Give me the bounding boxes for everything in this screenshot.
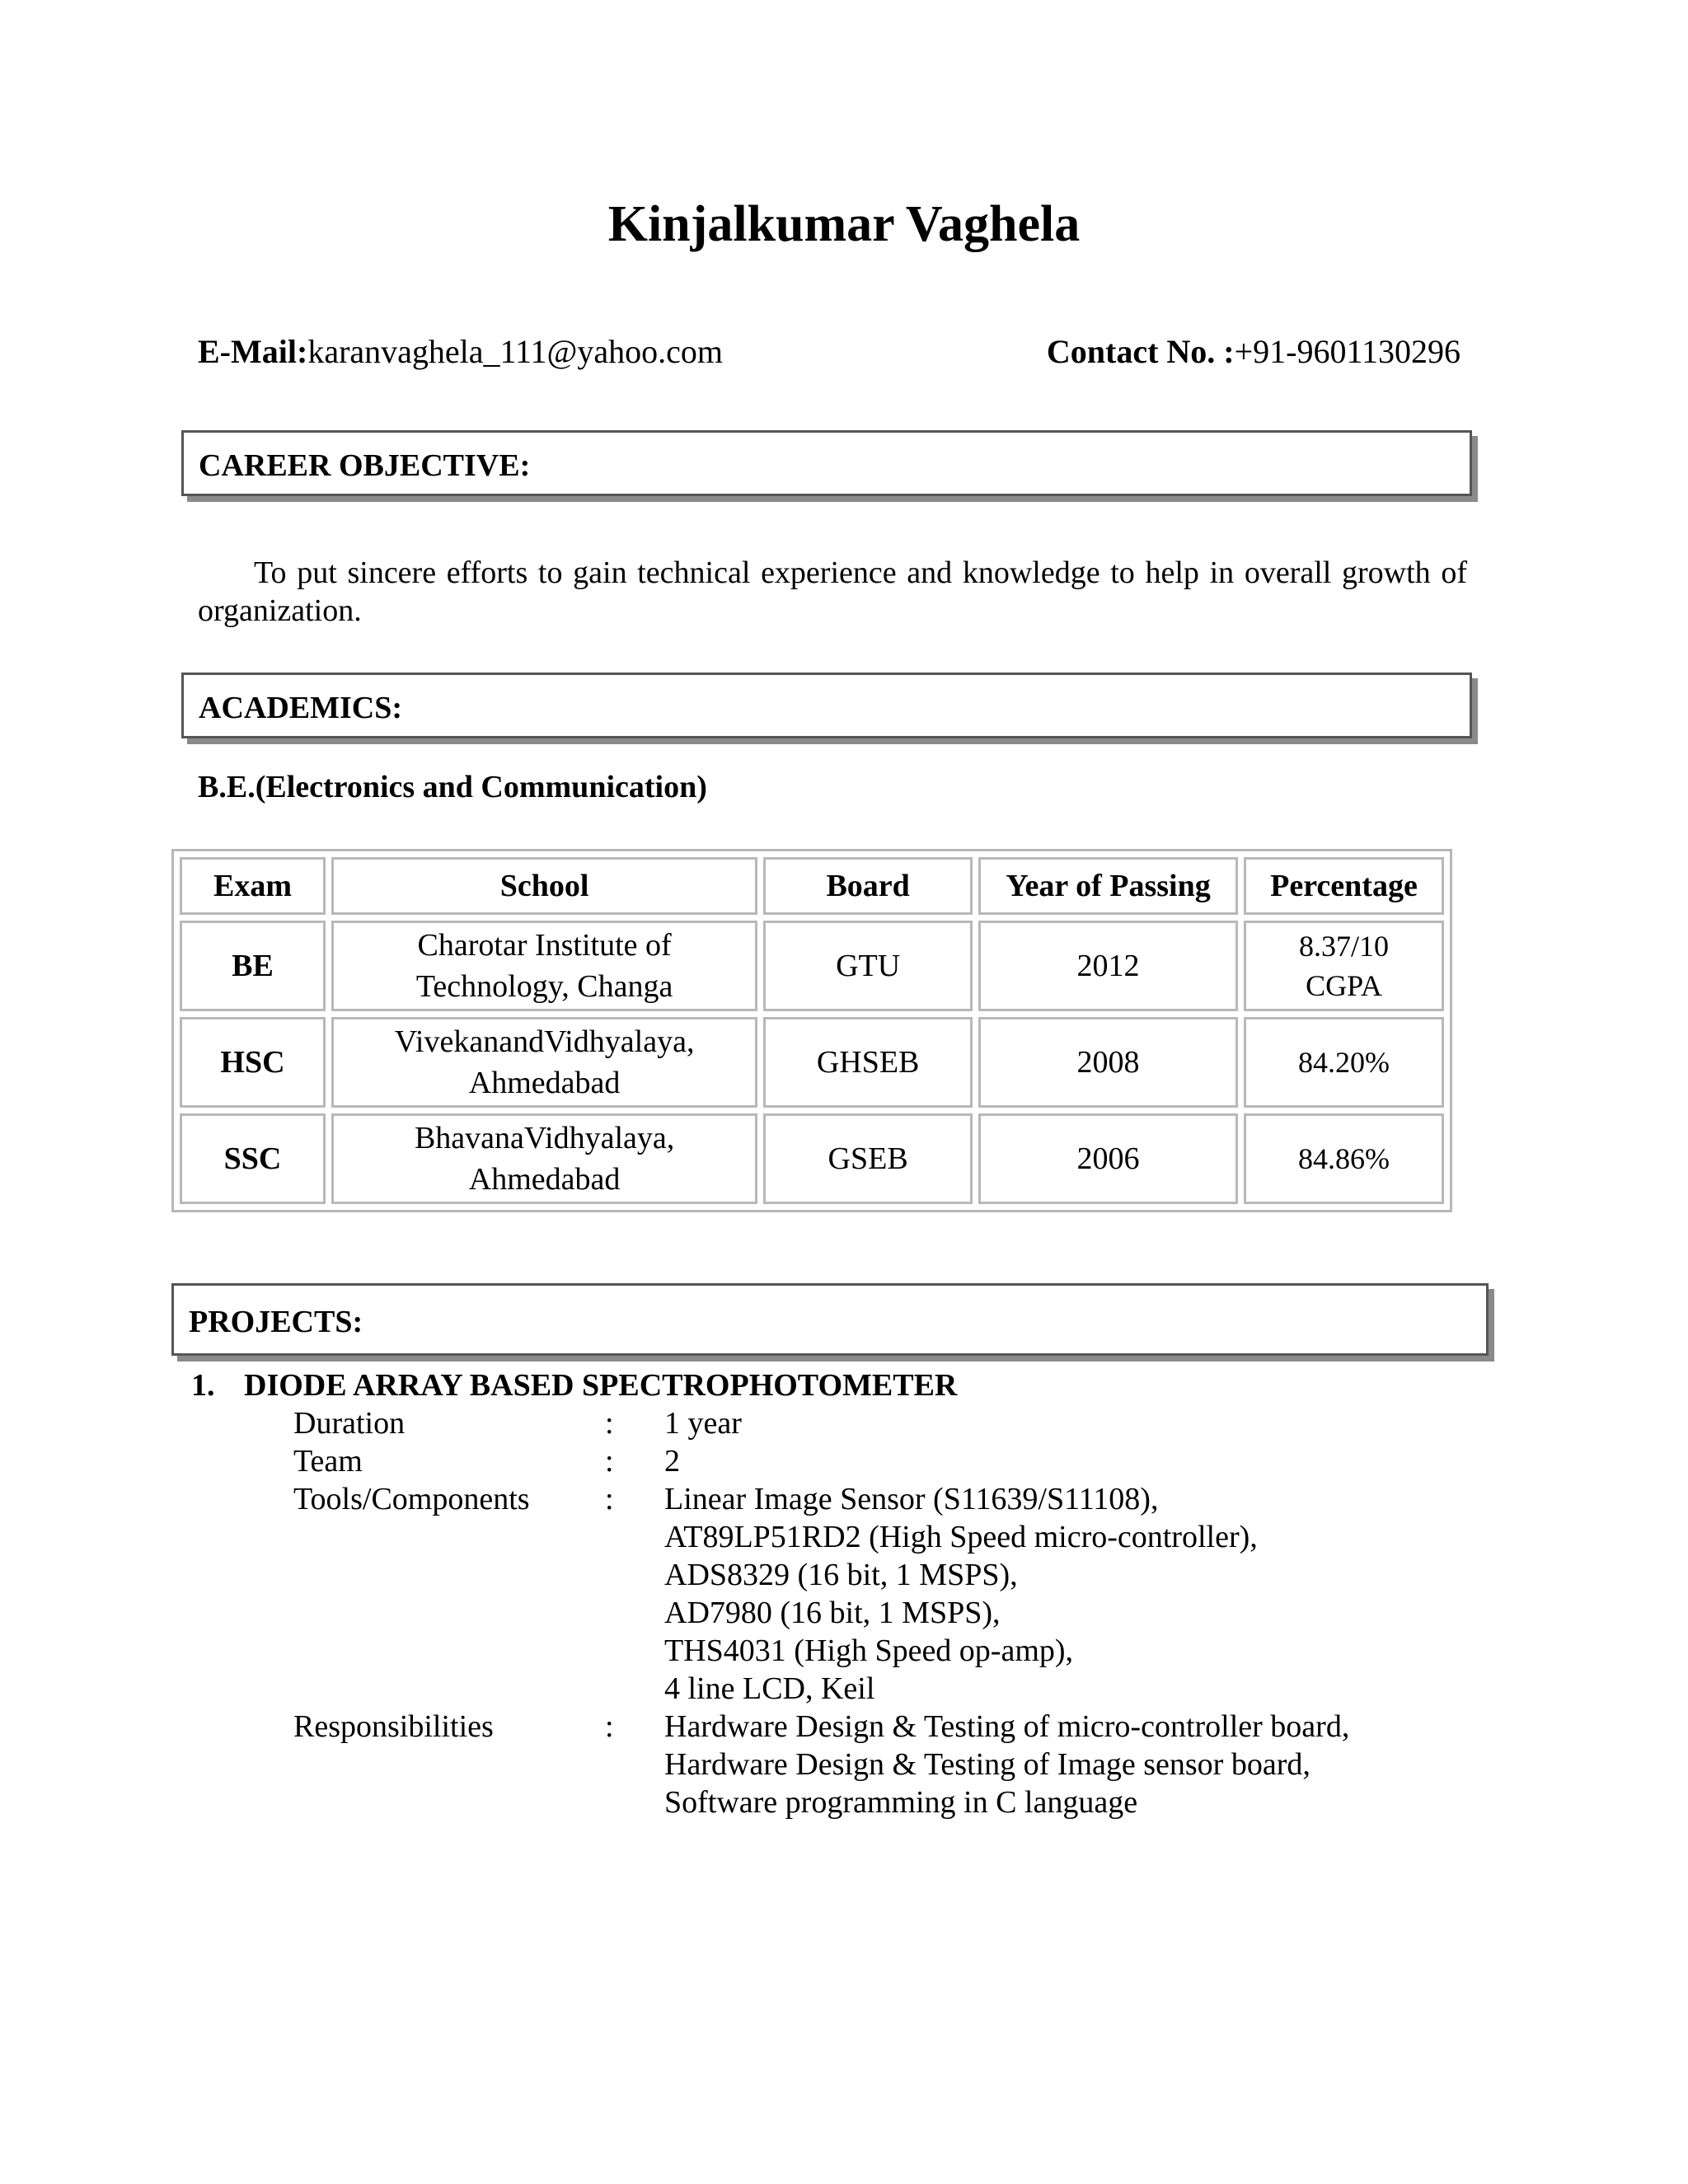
cell-board: GTU <box>763 921 973 1011</box>
column-header-percentage: Percentage <box>1244 857 1444 915</box>
percentage-line-1: 8.37/10 <box>1298 930 1389 963</box>
school-line-1: Charotar Institute of <box>417 928 672 963</box>
cell-board: GHSEB <box>763 1017 973 1108</box>
email-line <box>198 331 723 373</box>
contact-value: +91-9601130296 <box>1234 333 1461 370</box>
school-line-2: Technology, Changa <box>415 969 673 1004</box>
column-header-school: School <box>331 857 757 915</box>
project-number: 1. <box>191 1368 215 1403</box>
contact-label: Contact No. : <box>1046 333 1235 370</box>
projects-heading-box <box>171 1283 1489 1356</box>
field-colon: : <box>605 1406 614 1441</box>
column-header-board: Board <box>763 857 973 915</box>
school-line-1: VivekanandVidhyalaya, <box>394 1024 695 1059</box>
field-value: 1 year <box>664 1406 742 1441</box>
cell-exam: BE <box>180 921 326 1011</box>
field-colon: : <box>605 1444 614 1479</box>
cell-year: 2008 <box>978 1017 1238 1108</box>
academics-table <box>171 849 1452 1212</box>
column-header-exam: Exam <box>180 857 326 915</box>
career-objective-heading-box <box>181 430 1472 496</box>
table-row <box>180 921 1444 1011</box>
cell-school <box>331 921 757 1011</box>
field-value-line: THS4031 (High Speed op-amp), <box>664 1633 1074 1668</box>
email-label: E-Mail: <box>198 333 308 370</box>
cell-exam: HSC <box>180 1017 326 1108</box>
field-value-line: AD7980 (16 bit, 1 MSPS), <box>664 1596 1001 1630</box>
candidate-name: Kinjalkumar Vaghela <box>607 196 1081 252</box>
field-value-line: Hardware Design & Testing of micro-controller board, <box>664 1709 1350 1744</box>
cell-exam: SSC <box>180 1113 326 1204</box>
cell-school <box>331 1113 757 1204</box>
contact-line <box>1047 331 1461 373</box>
table-header-row <box>180 857 1444 915</box>
project-title <box>191 1366 958 1404</box>
field-value-list <box>664 1480 1258 1708</box>
percentage-line-2: CGPA <box>1306 969 1382 1002</box>
field-colon: : <box>605 1482 614 1516</box>
field-key: Tools/Components <box>293 1482 530 1516</box>
field-value-line: Hardware Design & Testing of Image sensor board, <box>664 1747 1311 1782</box>
field-value-line: 4 line LCD, Keil <box>664 1671 875 1706</box>
email-value: karanvaghela_111@yahoo.com <box>307 333 724 370</box>
school-line-1: BhavanaVidhyalaya, <box>414 1121 675 1155</box>
cell-board: GSEB <box>763 1113 973 1204</box>
cell-percentage: 84.20% <box>1244 1017 1444 1108</box>
cell-year: 2006 <box>978 1113 1238 1204</box>
field-value-line: Software programming in C language <box>664 1785 1138 1820</box>
cell-percentage <box>1244 921 1444 1011</box>
column-header-year: Year of Passing <box>978 857 1238 915</box>
field-colon: : <box>605 1709 614 1744</box>
table-row <box>180 1113 1444 1204</box>
table-row <box>180 1017 1444 1108</box>
career-objective-heading: CAREER OBJECTIVE: <box>199 448 531 483</box>
academics-heading: ACADEMICS: <box>199 691 402 725</box>
field-value-line: ADS8329 (16 bit, 1 MSPS), <box>664 1558 1018 1592</box>
field-key: Responsibilities <box>293 1709 494 1744</box>
degree-title: B.E.(Electronics and Communication) <box>198 770 707 804</box>
cell-school <box>331 1017 757 1108</box>
cell-year: 2012 <box>978 921 1238 1011</box>
field-key: Duration <box>293 1406 406 1441</box>
school-line-2: Ahmedabad <box>468 1066 621 1100</box>
academics-heading-box <box>181 673 1472 738</box>
field-value-line: AT89LP51RD2 (High Speed micro-controller), <box>664 1520 1258 1554</box>
cell-percentage: 84.86% <box>1244 1113 1444 1204</box>
field-key: Team <box>293 1444 363 1479</box>
career-objective-text: To put sincere efforts to gain technical experience and knowledge to help in overall growth of organization. <box>198 555 1467 628</box>
field-value-line: Linear Image Sensor (S11639/S11108), <box>664 1482 1159 1516</box>
projects-heading: PROJECTS: <box>189 1305 363 1339</box>
school-line-2: Ahmedabad <box>468 1162 621 1197</box>
field-value-list <box>664 1708 1349 1821</box>
field-value: 2 <box>664 1444 680 1479</box>
project-title-text: DIODE ARRAY BASED SPECTROPHOTOMETER <box>244 1368 958 1403</box>
